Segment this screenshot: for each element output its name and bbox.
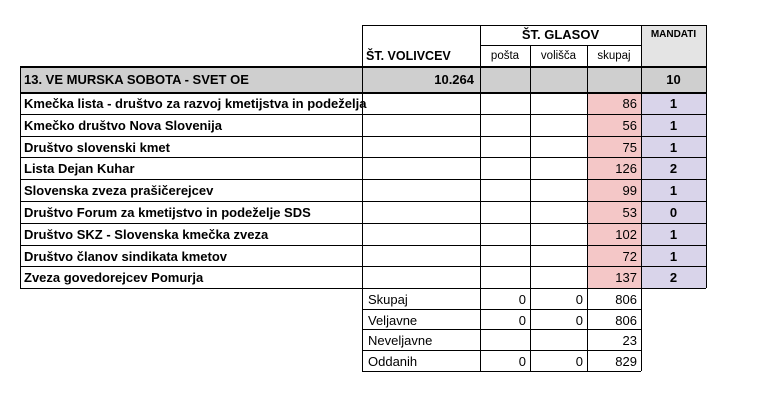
mandati-header: MANDATI	[650, 29, 697, 40]
volisca-header: volišča	[540, 50, 577, 62]
header-divider	[480, 45, 641, 46]
list-name: Kmečko društvo Nova Slovenija	[24, 117, 222, 133]
list-mandates: 1	[669, 248, 678, 264]
list-mandates: 1	[669, 139, 678, 155]
summary-label: Neveljavne	[368, 333, 433, 349]
row-divider	[20, 223, 706, 224]
list-mandates: 1	[669, 117, 678, 133]
summary-label: Skupaj	[368, 292, 408, 307]
list-votes: 86	[622, 96, 637, 111]
list-votes: 102	[615, 226, 637, 242]
row-divider	[20, 245, 706, 246]
summary-skupaj: 23	[622, 333, 637, 349]
list-votes: 53	[622, 205, 637, 220]
summary-volisca: 0	[575, 312, 583, 328]
summary-skupaj: 829	[615, 354, 637, 370]
list-votes: 75	[622, 139, 637, 155]
row-divider	[20, 201, 706, 202]
unit-mandates: 10	[666, 72, 681, 87]
summary-skupaj: 806	[615, 312, 637, 328]
list-mandates: 0	[669, 205, 678, 220]
list-name: Društvo Forum za kmetijstvo in podeželje SDS	[24, 205, 311, 220]
row-divider	[20, 288, 706, 289]
list-name: Zveza govedorejcev Pomurja	[24, 270, 204, 286]
list-name: Društvo slovenski kmet	[24, 139, 170, 155]
posta-header: pošta	[490, 50, 520, 62]
row-divider	[20, 114, 706, 115]
left-border	[20, 66, 21, 288]
skupaj-header: skupaj	[597, 50, 631, 62]
volivcev-header: ŠT. VOLIVCEV	[366, 49, 451, 63]
header-bottom-border	[362, 66, 706, 68]
list-mandates: 1	[669, 226, 678, 242]
list-name: Lista Dejan Kuhar	[24, 161, 135, 177]
unit-voters: 10.264	[434, 72, 474, 87]
right-border	[706, 25, 707, 288]
list-votes: 99	[622, 183, 637, 199]
summary-posta: 0	[518, 292, 526, 307]
list-votes: 56	[622, 117, 637, 133]
summary-label: Oddanih	[368, 354, 418, 370]
list-votes: 72	[622, 248, 637, 264]
row-divider	[20, 136, 706, 137]
list-name: Kmečka lista - društvo za razvoj kmetijstva in podeželja	[24, 96, 367, 111]
list-mandates: 1	[669, 96, 678, 111]
summary-divider	[362, 329, 641, 330]
summary-divider	[362, 371, 641, 372]
summary-divider	[362, 350, 641, 351]
list-votes: 126	[615, 161, 637, 177]
summary-skupaj: 806	[615, 292, 637, 307]
row-divider	[20, 179, 706, 180]
list-name: Društvo članov sindikata kmetov	[24, 248, 228, 264]
list-mandates: 1	[669, 183, 678, 199]
list-mandates: 2	[669, 161, 678, 177]
summary-posta: 0	[518, 312, 526, 328]
row-divider	[20, 266, 706, 267]
list-name: Slovenska zveza prašičerejcev	[24, 183, 214, 199]
unit-row-top	[20, 66, 362, 68]
summary-posta: 0	[518, 354, 526, 370]
list-name: Društvo SKZ - Slovenska kmečka zveza	[24, 226, 269, 242]
row-divider	[20, 157, 706, 158]
unit-row-bottom	[20, 92, 706, 94]
list-votes: 137	[615, 270, 637, 286]
st-glasov-header: ŠT. GLASOV	[521, 27, 600, 42]
summary-divider	[362, 309, 641, 310]
top-border	[362, 25, 706, 26]
summary-volisca: 0	[575, 292, 583, 307]
unit-name: 13. VE MURSKA SOBOTA - SVET OE	[24, 72, 249, 87]
summary-label: Veljavne	[368, 312, 418, 328]
summary-volisca: 0	[575, 354, 583, 370]
list-mandates: 2	[669, 270, 678, 286]
